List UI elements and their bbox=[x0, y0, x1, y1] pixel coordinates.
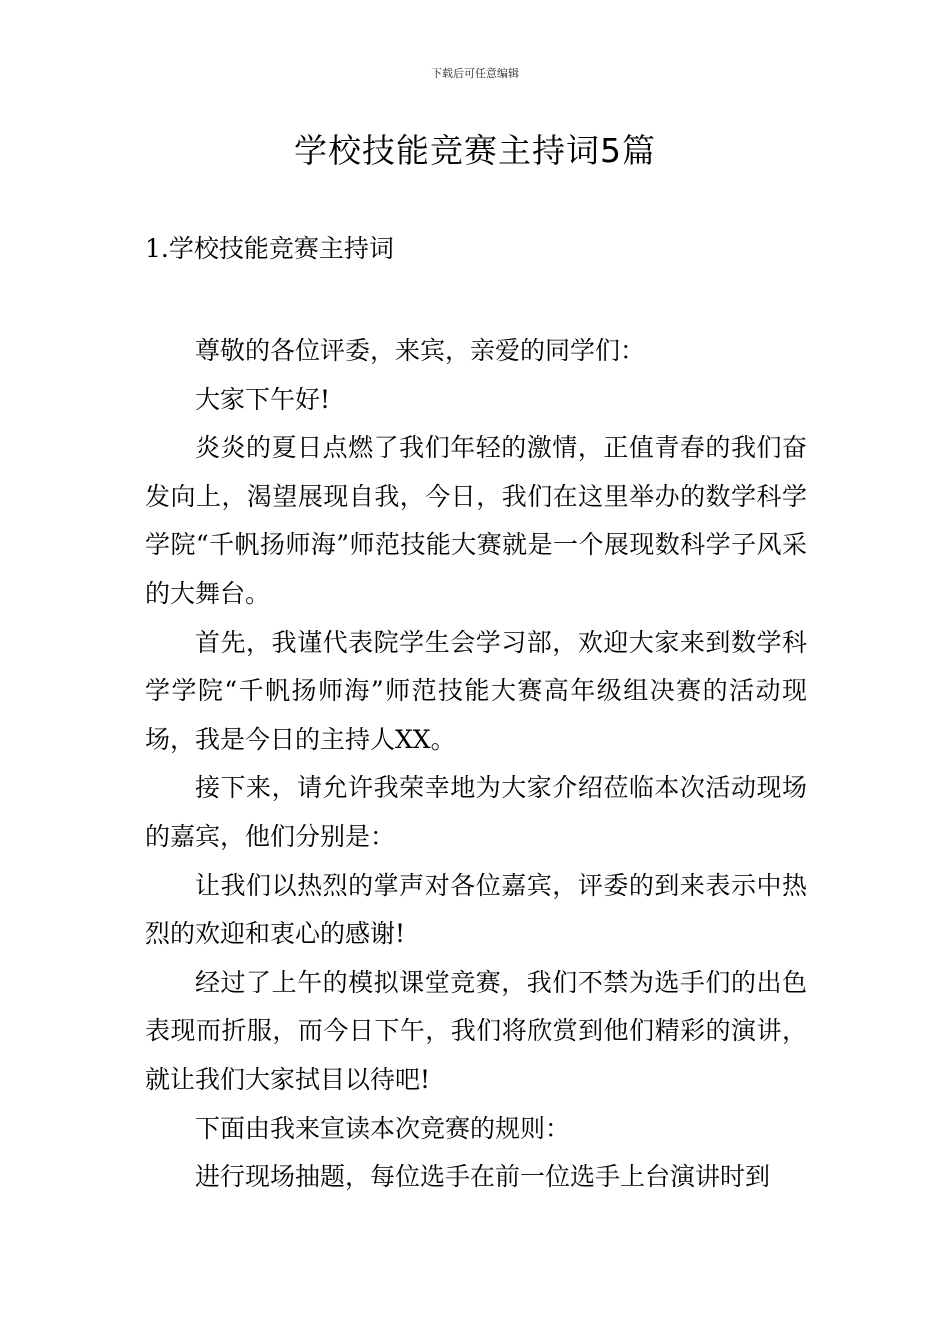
paragraph-greeting: 尊敬的各位评委，来宾，亲爱的同学们： bbox=[195, 336, 646, 365]
paragraph-rules: 进行现场抽题，每位选手在前一位选手上台演讲时到 bbox=[195, 1162, 771, 1192]
paragraph-morning-contest: 经过了上午的模拟课堂竞赛，我们不禁为选手们的出色表现而折服，而今日下午，我们将欣赏到他们精彩的演讲，就让我们大家拭目以待吧! bbox=[145, 967, 807, 1094]
paragraph-welcome: 首先，我谨代表院学生会学习部，欢迎大家来到数学科学学院“千帆扬师海”师范技能大赛高年级组决赛的活动现场，我是今日的主持人XX。 bbox=[145, 627, 807, 754]
header-note: 下载后可任意编辑 bbox=[431, 67, 519, 80]
paragraph-intro: 炎炎的夏日点燃了我们年轻的激情，正值青春的我们奋发向上，渴望展现自我，今日，我们在这里举办的数学科学学院“千帆扬师海”师范技能大赛就是一个展现数科学子风采的大舞台。 bbox=[145, 433, 807, 608]
paragraph-guests: 接下来，请允许我荣幸地为大家介绍莅临本次活动现场的嘉宾，他们分别是： bbox=[145, 773, 807, 851]
body-text bbox=[145, 327, 807, 1202]
paragraph-applause: 让我们以热烈的掌声对各位嘉宾，评委的到来表示中热烈的欢迎和衷心的感谢! bbox=[145, 870, 807, 949]
document-title: 学校技能竞赛主持词5篇 bbox=[294, 131, 656, 170]
paragraph-hello: 大家下午好! bbox=[195, 384, 331, 414]
paragraph-rules-heading: 下面由我来宣读本次竞赛的规则： bbox=[195, 1113, 571, 1143]
section-heading: 1.学校技能竞赛主持词 bbox=[145, 234, 394, 263]
